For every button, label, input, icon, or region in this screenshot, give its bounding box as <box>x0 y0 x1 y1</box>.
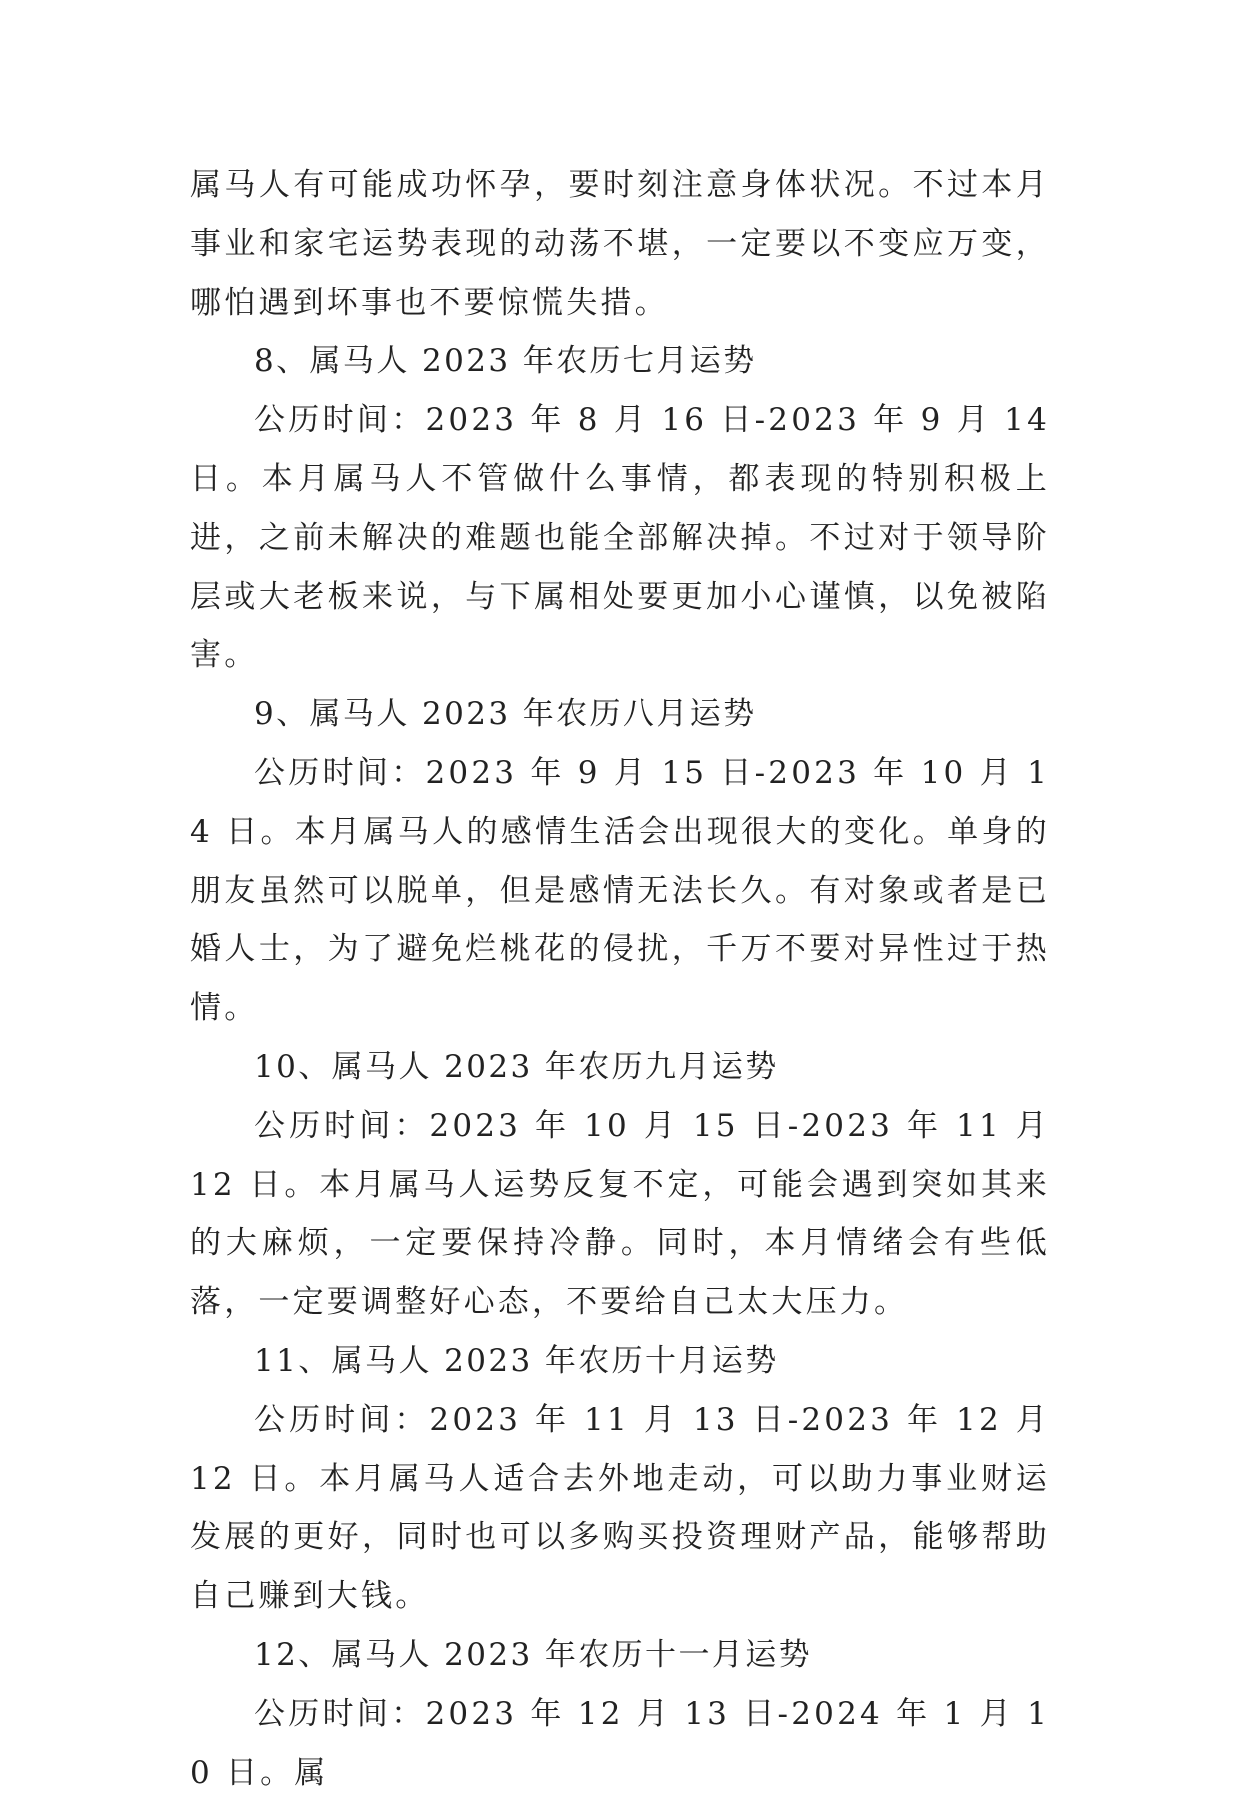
document-body <box>190 156 1050 1802</box>
section-heading-month-7: 8、属马人 2023 年农历七月运势 <box>254 343 757 380</box>
section-heading-month-9: 10、属马人 2023 年农历九月运势 <box>254 1048 779 1085</box>
paragraph-month-9: 公历时间：2023 年 10 月 15 日-2023 年 11 月 12 日。本月属马人运势反复不定，可能会遇到突如其来的大麻烦，一定要保持冷静。同时，本月情绪会有些低落，一定要调整好心态，不要给自己太大压力。 <box>190 1107 1050 1321</box>
section-heading-month-10: 11、属马人 2023 年农历十月运势 <box>254 1342 779 1379</box>
paragraph-month-11: 公历时间：2023 年 12 月 13 日-2024 年 1 月 10 日。属 <box>190 1695 1050 1791</box>
paragraph-pregnancy-note: 属马人有可能成功怀孕，要时刻注意身体状况。不过本月事业和家宅运势表现的动荡不堪，一定要以不变应万变，哪怕遇到坏事也不要惊慌失措。 <box>190 167 1050 321</box>
paragraph-month-8: 公历时间：2023 年 9 月 15 日-2023 年 10 月 14 日。本月属马人的感情生活会出现很大的变化。单身的朋友虽然可以脱单，但是感情无法长久。有对象或者是已婚人士，为了避免烂桃花的侵扰，千万不要对异性过于热情。 <box>190 754 1050 1027</box>
paragraph-month-7: 公历时间：2023 年 8 月 16 日-2023 年 9 月 14 日。本月属马人不管做什么事情，都表现的特别积极上进，之前未解决的难题也能全部解决掉。不过对于领导阶层或大老板来说，与下属相处要更加小心谨慎，以免被陷害。 <box>190 402 1050 674</box>
paragraph-month-10: 公历时间：2023 年 11 月 13 日-2023 年 12 月 12 日。本月属马人适合去外地走动，可以助力事业财运发展的更好，同时也可以多购买投资理财产品，能够帮助自己赚到大钱。 <box>190 1401 1050 1615</box>
section-heading-month-11: 12、属马人 2023 年农历十一月运势 <box>254 1636 813 1673</box>
section-heading-month-8: 9、属马人 2023 年农历八月运势 <box>254 696 757 733</box>
